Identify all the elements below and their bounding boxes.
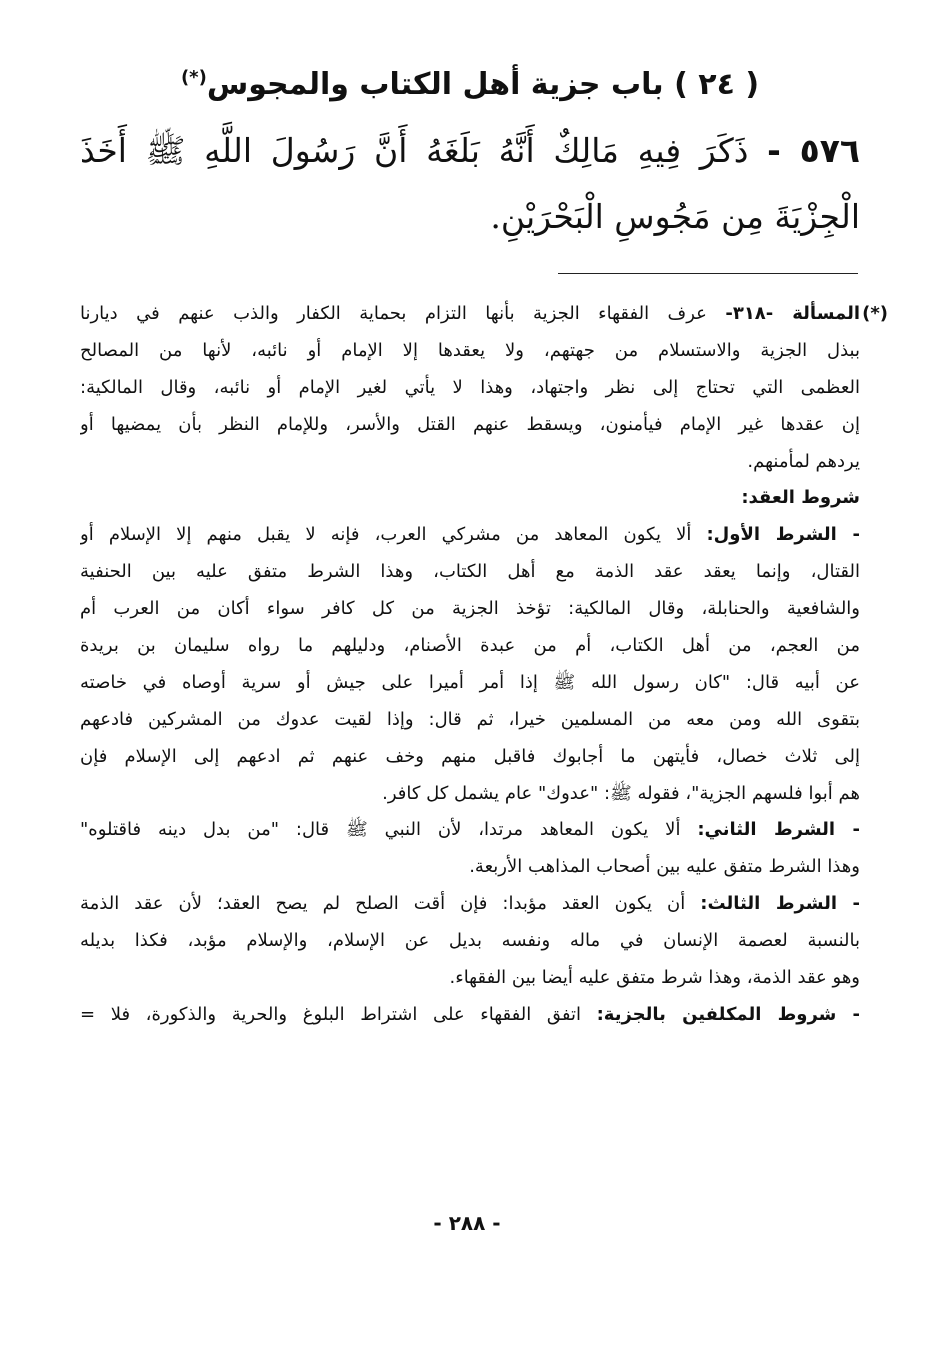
hadith-block <box>80 118 860 250</box>
footnote-line <box>80 480 860 517</box>
footnote-line <box>80 665 860 702</box>
page-number: - ٢٨٨ - <box>433 1211 501 1235</box>
footnote-line <box>80 517 860 554</box>
footnote-text: من العجم، من أهل الكتاب، أم من عبدة الأصنام، ودليلهم ما رواه سليمان بن بريدة <box>80 635 860 657</box>
footnote-line <box>80 960 860 997</box>
footnote-heading: - الشرط الثاني: <box>697 819 860 841</box>
footnote-heading: المسألة -٣١٨- <box>725 303 860 324</box>
footnote-text: بتقوى الله ومن معه من المسلمين خيرا، ثم قال: وإذا لقيت عدوك من المشركين فادعهم <box>80 708 860 730</box>
footnote-line <box>80 849 860 886</box>
footnote-line <box>80 812 860 849</box>
footnote-divider <box>558 273 858 274</box>
hadith-number: ٥٧٦ <box>799 131 860 170</box>
footnote-line <box>80 554 860 591</box>
footnote-line <box>80 702 860 739</box>
footnote-line <box>80 444 860 481</box>
footnote-text: ببذل الجزية والاستسلام من جهتهم، ولا يعقدها إلا الإمام أو نائبه، لأنها من المصالح <box>80 339 860 361</box>
footnote-text: إن عقدها غير الإمام فيأمنون، ويسقط عنهم القتل والأسر، وللإمام النظر بأن يمضيها أو <box>80 413 860 435</box>
hadith-text: ذَكَرَ فِيهِ مَالِكٌ أَنَّهُ بَلَغَهُ أَنَّ رَسُولَ اللَّهِ ﷺ أَخَذَ الْجِزْيَةَ مِن مَجُوسِ الْبَحْرَيْنِ. <box>80 131 860 236</box>
footnote-text: وهو عقد الذمة، وهذا شرط متفق عليه أيضا بين الفقهاء. <box>449 967 860 989</box>
footnote-text: يردهم لمأمنهم. <box>747 450 860 472</box>
footnote-text: أن يكون العقد مؤبدا: فإن أقت الصلح لم يصح العقد؛ لأن عقد الذمة <box>80 893 701 915</box>
footnote-heading: - شروط المكلفين بالجزية: <box>596 1003 860 1025</box>
hadith-separator: - <box>767 131 781 170</box>
footnote-line <box>80 296 860 333</box>
footnote-text: عن أبيه قال: "كان رسول الله ﷺ إذا أمر أميرا على جيش أو سرية أوصاه في خاصته <box>80 671 860 693</box>
footnote-block <box>80 296 860 1034</box>
footnote-line <box>80 739 860 776</box>
footnote-line <box>80 591 860 628</box>
footnote-text: وهذا الشرط متفق عليه بين أصحاب المذاهب الأربعة. <box>469 856 860 878</box>
footnote-text: القتال، وإنما يعقد عقد الذمة مع أهل الكتاب، وهذا الشرط متفق عليه بين الحنفية <box>80 561 860 583</box>
footnote-text: اتفق الفقهاء على اشتراط البلوغ والحرية والذكورة، فلا = <box>80 1003 597 1025</box>
footnote-line <box>80 628 860 665</box>
footnote-line <box>80 333 860 370</box>
footnote-text: ألا يكون المعاهد من مشركي العرب، فإنه لا يقبل منهم إلا الإسلام أو <box>80 524 707 546</box>
footnote-heading: شروط العقد: <box>741 487 860 509</box>
footnote-line <box>80 407 860 444</box>
footnote-line <box>80 997 860 1034</box>
footnote-text: بالنسبة لعصمة الإنسان في ماله ونفسه بديل عن الإسلام، والإسلام مؤبد، فكذا بديله <box>80 930 860 952</box>
footnote-text: ألا يكون المعاهد مرتدا، لأن النبي ﷺ قال: "من بدل دينه فاقتلوه" <box>80 819 698 841</box>
footnote-text: والشافعية والحنابلة، وقال المالكية: تؤخذ الجزية من كل كافر سواء أكان من العرب أم <box>80 598 860 620</box>
footnote-line <box>80 370 860 407</box>
footnote-text: هم أبوا فلسهم الجزية"، فقوله ﷺ: "عدوك" عام يشمل كل كافر. <box>382 782 860 804</box>
footnote-heading: - الشرط الأول: <box>706 524 860 546</box>
footnote-text: عرف الفقهاء الجزية بأنها التزام بحماية الكفار والذب عنهم في ديارنا <box>80 303 726 324</box>
footnote-line <box>80 923 860 960</box>
footnote-line <box>80 886 860 923</box>
footnote-text: العظمى التي تحتاج إلى نظر واجتهاد، وهذا لا يأتي لغير الإمام أو نائبه، وقال المالكية: <box>80 376 860 398</box>
chapter-footnote-marker: (*) <box>180 67 207 88</box>
chapter-title-text: ( ٢٤ ) باب جزية أهل الكتاب والمجوس <box>206 67 760 102</box>
footnote-marker: (*) <box>862 303 888 324</box>
footnote-text: إلى ثلاث خصال، فأيتهن ما أجابوك فاقبل منهم وخف عنهم ثم ادعهم إلى الإسلام فإن <box>80 745 860 767</box>
footnote-heading: - الشرط الثالث: <box>700 893 860 915</box>
chapter-title <box>150 56 790 107</box>
footnote-line <box>80 776 860 813</box>
